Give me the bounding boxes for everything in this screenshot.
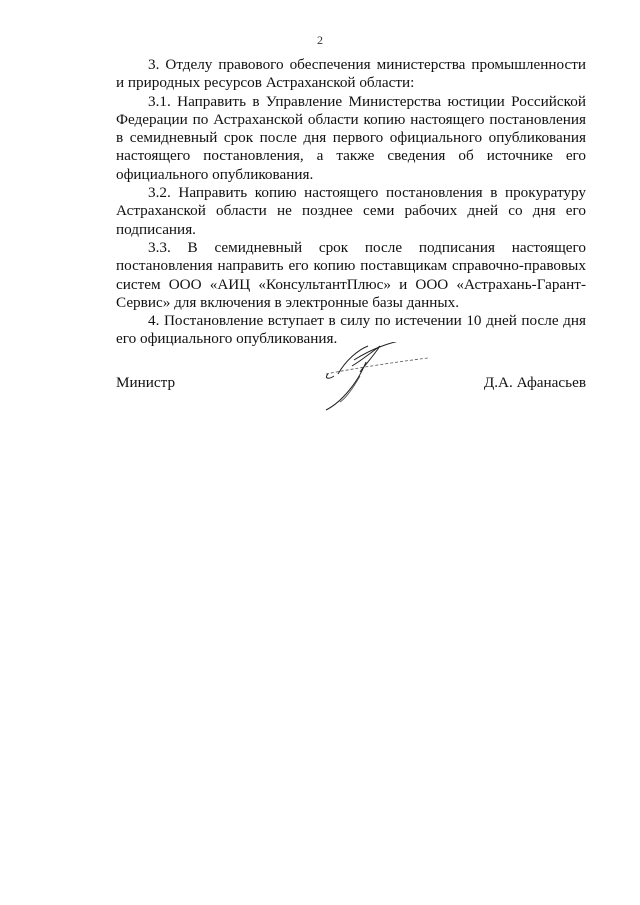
paragraph-3: 3. Отделу правового обеспечения министерства промышленности и природных ресурсов Астраханской области: xyxy=(116,56,586,92)
signatory-name: Д.А. Афанасьев xyxy=(483,374,586,391)
paragraph-3-2: 3.2. Направить копию настоящего постановления в прокуратуру Астраханской области не позднее семи рабочих дней со дня его подписания. xyxy=(116,184,586,238)
document-body xyxy=(116,56,586,349)
signatory-title: Министр xyxy=(116,374,176,391)
paragraph-3-1: 3.1. Направить в Управление Министерства юстиции Российской Федерации по Астраханской области копию настоящего постановления в семидневный срок после дня первого официального опубликования настоящего постановления, а также сведения об источнике его официального опубликования. xyxy=(116,92,586,183)
handwritten-signature-icon xyxy=(306,342,446,442)
paragraph-4: 4. Постановление вступает в силу по истечении 10 дней после дня его официального опубликования. xyxy=(116,312,586,348)
signature-block xyxy=(116,368,586,468)
paragraph-3-3: 3.3. В семидневный срок после подписания настоящего постановления направить его копию поставщикам справочно-правовых систем ООО «АИЦ «КонсультантПлюс» и ООО «Астрахань-Гарант-Сервис» для включения в электронные базы данных. xyxy=(116,238,586,311)
page-number: 2 xyxy=(317,33,323,47)
